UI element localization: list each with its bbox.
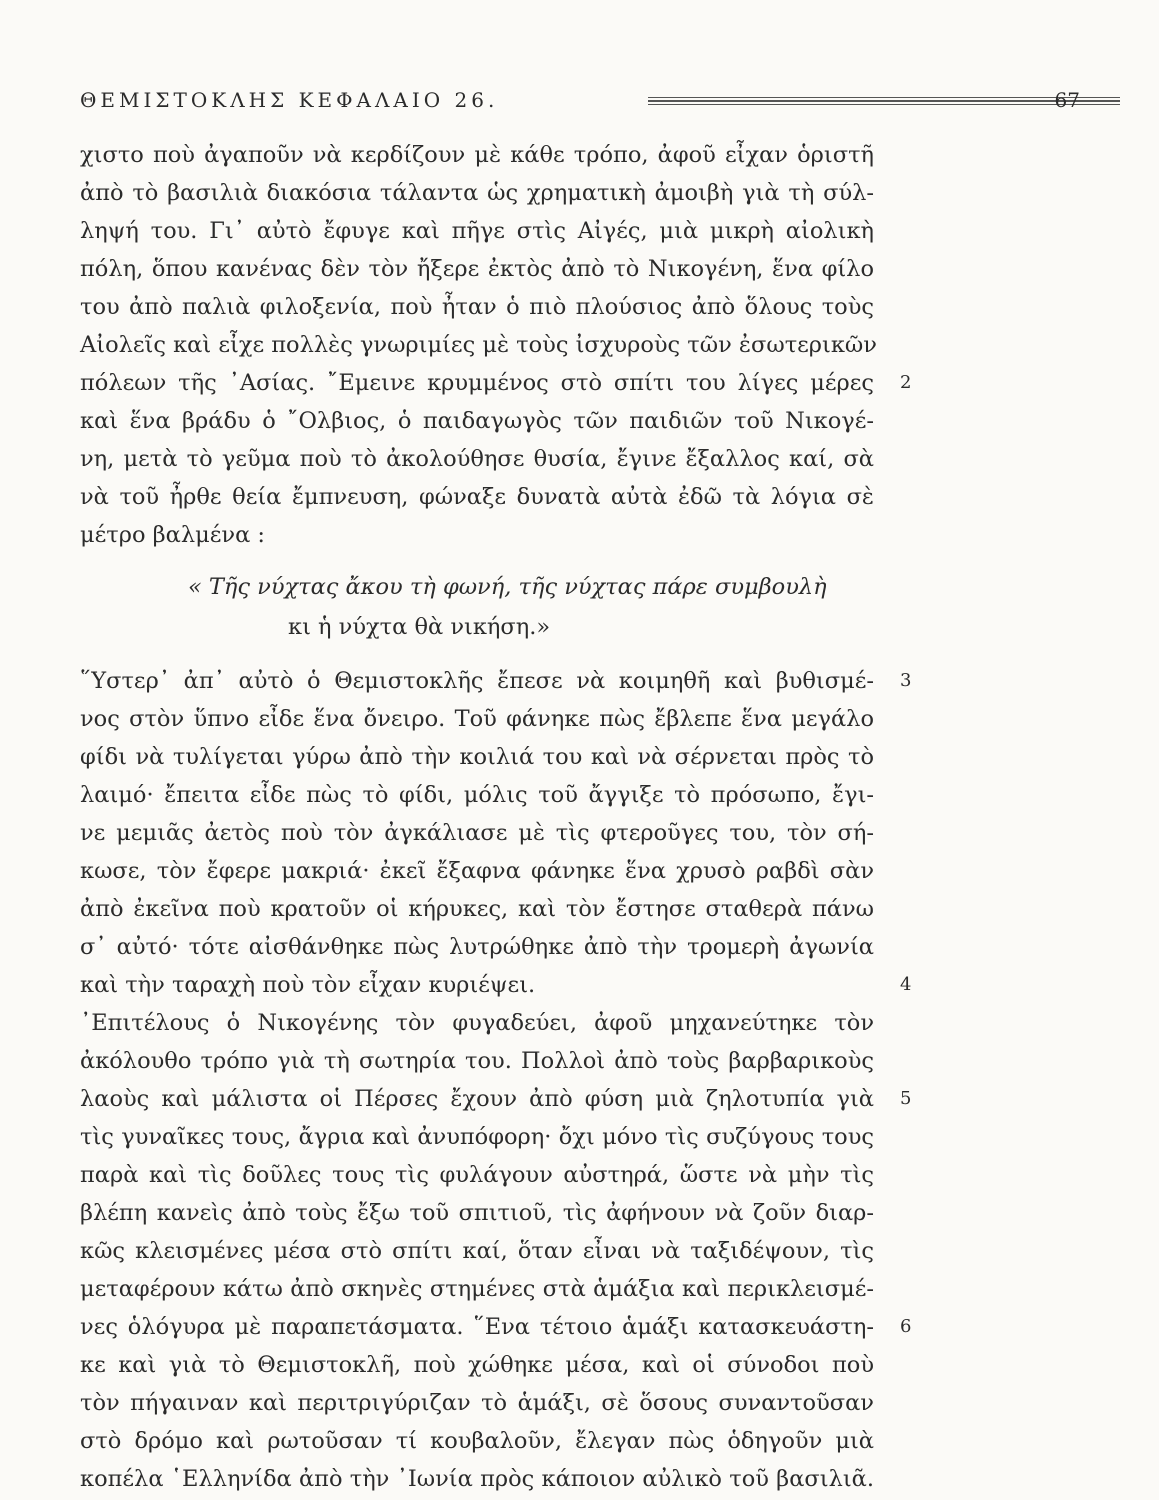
text-line: Αἰολεῖς καὶ εἶχε πολλὲς γνωριμίες μὲ τοὺς ἰσχυροὺς τῶν ἐσωτερικῶν: [80, 332, 877, 358]
text-line: λαοὺς καὶ μάλιστα οἱ Πέρσες ἔχουν ἀπὸ φύση μιὰ ζηλοτυπία γιὰ: [80, 1086, 874, 1112]
text-line: κωσε, τὸν ἔφερε μακριά· ἐκεῖ ἔξαφνα φάνηκε ἕνα χρυσὸ ραβδὶ σὰν: [80, 858, 874, 884]
text-line: μεταφέρουν κάτω ἀπὸ σκηνὲς στημένες στὰ ἁμάξια καὶ περικλεισμέ-: [80, 1276, 874, 1302]
text-line: στὸ δρόμο καὶ ρωτοῦσαν τί κουβαλοῦν, ἔλεγαν πὼς ὁδηγοῦν μιὰ: [80, 1428, 874, 1454]
section-number: 6: [900, 1316, 912, 1337]
text-line: νη, μετὰ τὸ γεῦμα ποὺ τὸ ἀκολούθησε θυσία, ἔγινε ἔξαλλος καί, σὰ: [80, 446, 874, 472]
text-line: νὰ τοῦ ἦρθε θεία ἔμπνευση, φώναξε δυνατὰ αὐτὰ ἐδῶ τὰ λόγια σὲ: [80, 484, 874, 510]
text-line: σ᾽ αὐτό· τότε αἰσθάνθηκε πὼς λυτρώθηκε ἀπὸ τὴν τρομερὴ ἀγωνία: [80, 934, 874, 960]
text-line: ληψή του. Γι᾽ αὐτὸ ἔφυγε καὶ πῆγε στὶς Αἰγές, μιὰ μικρὴ αἰολικὴ: [80, 218, 874, 244]
verse-line: « Τῆς νύχτας ἄκου τὴ φωνή, τῆς νύχτας πάρε συμβουλὴ: [188, 574, 827, 600]
text-line: νε μεμιᾶς ἀετὸς ποὺ τὸν ἀγκάλιασε μὲ τὶς φτεροῦγες του, τὸν σή-: [80, 820, 874, 846]
text-line: κῶς κλεισμένες μέσα στὸ σπίτι καί, ὅταν εἶναι νὰ ταξιδέψουν, τὶς: [80, 1238, 874, 1264]
header-rule: [648, 104, 1120, 105]
text-line: ἀπὸ τὸ βασιλιὰ διακόσια τάλαντα ὡς χρηματικὴ ἀμοιβὴ γιὰ τὴ σύλ-: [80, 180, 874, 206]
text-line: πόλη, ὅπου κανένας δὲν τὸν ἤξερε ἐκτὸς ἀπὸ τὸ Νικογένη, ἕνα φίλο: [80, 256, 874, 282]
verse-line: κι ἡ νύχτα θὰ νικήση.»: [288, 614, 551, 640]
page-number: 67: [1054, 88, 1080, 112]
section-number: 4: [900, 974, 912, 995]
header-title: ΘΕΜΙΣΤΟΚΛΗΣ ΚΕΦΑΛΑΙΟ 26.: [80, 88, 499, 112]
text-line: καὶ ἕνα βράδυ ὁ ῎Ολβιος, ὁ παιδαγωγὸς τῶν παιδιῶν τοῦ Νικογέ-: [80, 408, 874, 434]
text-line: καὶ τὴν ταραχὴ ποὺ τὸν εἶχαν κυριέψει.: [80, 972, 536, 998]
text-line: πόλεων τῆς ᾽Ασίας. ῎Εμεινε κρυμμένος στὸ σπίτι του λίγες μέρες: [80, 370, 874, 396]
text-line: παρὰ καὶ τὶς δοῦλες τους τὶς φυλάγουν αὐστηρά, ὥστε νὰ μὴν τὶς: [80, 1162, 874, 1188]
text-line: ᾽Επιτέλους ὁ Νικογένης τὸν φυγαδεύει, ἀφοῦ μηχανεύτηκε τὸν: [80, 1010, 874, 1036]
text-line: νος στὸν ὕπνο εἶδε ἕνα ὄνειρο. Τοῦ φάνηκε πὼς ἔβλεπε ἕνα μεγάλο: [80, 706, 874, 732]
text-line: μέτρο βαλμένα :: [80, 522, 265, 548]
section-number: 5: [900, 1088, 912, 1109]
text-line: χιστο ποὺ ἀγαποῦν νὰ κερδίζουν μὲ κάθε τρόπο, ἀφοῦ εἶχαν ὁριστῆ: [80, 142, 874, 168]
text-line: κε καὶ γιὰ τὸ Θεμιστοκλῆ, ποὺ χώθηκε μέσα, καὶ οἱ σύνοδοι ποὺ: [80, 1352, 874, 1378]
text-line: ἀπὸ ἐκεῖνα ποὺ κρατοῦν οἱ κήρυκες, καὶ τὸν ἔστησε σταθερὰ πάνω: [80, 896, 874, 922]
section-number: 3: [900, 670, 912, 691]
text-line: ἀκόλουθο τρόπο γιὰ τὴ σωτηρία του. Πολλοὶ ἀπὸ τοὺς βαρβαρικοὺς: [80, 1048, 874, 1074]
text-line: βλέπη κανεὶς ἀπὸ τοὺς ἔξω τοῦ σπιτιοῦ, τὶς ἀφήνουν νὰ ζοῦν διαρ-: [80, 1200, 874, 1226]
text-line: κοπέλα ῾Ελληνίδα ἀπὸ τὴν ᾽Ιωνία πρὸς κάποιον αὐλικὸ τοῦ βασιλιᾶ.: [80, 1466, 874, 1492]
text-line: τὸν πήγαιναν καὶ περιτριγύριζαν τὸ ἁμάξι, σὲ ὅσους συναντοῦσαν: [80, 1390, 874, 1416]
header-rule: [648, 97, 1120, 98]
header-rule: [648, 100, 1120, 102]
text-line: του ἀπὸ παλιὰ φιλοξενία, ποὺ ἦταν ὁ πιὸ πλούσιος ἀπὸ ὅλους τοὺς: [80, 294, 874, 320]
text-line: τὶς γυναῖκες τους, ἄγρια καὶ ἀνυπόφορη· ὄχι μόνο τὶς συζύγους τους: [80, 1124, 874, 1150]
text-line: ῞Υστερ᾽ ἀπ᾽ αὐτὸ ὁ Θεμιστοκλῆς ἔπεσε νὰ κοιμηθῆ καὶ βυθισμέ-: [80, 668, 874, 694]
text-line: λαιμό· ἔπειτα εἶδε πὼς τὸ φίδι, μόλις τοῦ ἄγγιξε τὸ πρόσωπο, ἔγι-: [80, 782, 874, 808]
section-number: 2: [900, 372, 912, 393]
running-header: [80, 88, 1080, 114]
text-line: φίδι νὰ τυλίγεται γύρω ἀπὸ τὴν κοιλιά του καὶ νὰ σέρνεται πρὸς τὸ: [80, 744, 874, 770]
text-line: νες ὁλόγυρα μὲ παραπετάσματα. ῞Ενα τέτοιο ἁμάξι κατασκευάστη-: [80, 1314, 874, 1340]
